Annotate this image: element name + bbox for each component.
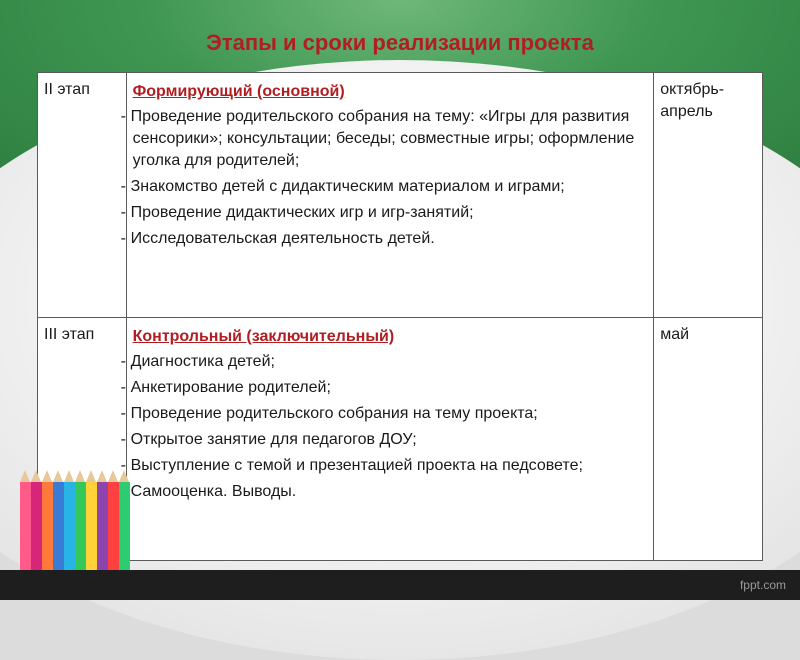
list-item: Самооценка. Выводы. [130,483,297,500]
pencil-body [64,482,75,570]
pencil-icon [53,470,64,570]
pencil-tip [31,470,41,482]
time-cell: май [654,318,763,561]
pencil-tip [86,470,96,482]
content-cell [120,73,654,318]
pencil-tip [20,470,30,482]
table-row [38,73,763,318]
pencil-icon [119,470,130,570]
page-title: Этапы и сроки реализации проекта [206,30,594,55]
list-item: - Проведение родительского собрания на тему: «Игры для развития сенсорики»; консультации; беседы; совместные игры; оформление уголка для родителей; [120,108,635,169]
list-item: - Диагностика детей; [120,353,275,370]
pencil-tip [97,470,107,482]
pencil-tip [119,470,129,482]
pencil-icon [31,470,42,570]
pencil-icon [86,470,97,570]
pencil-tip [75,470,85,482]
project-stages-table [37,72,763,561]
pencil-body [75,482,86,570]
pencil-tip [53,470,63,482]
colored-pencils-illustration [20,470,140,570]
background-dark-footer [0,570,800,600]
footer-watermark: fppt.com [739,578,786,592]
pencil-body [119,482,130,570]
pencil-tip [64,470,74,482]
table-row [38,318,763,561]
pencil-tip [42,470,52,482]
pencil-icon [20,470,31,570]
pencil-body [97,482,108,570]
stage-cell: III этап [38,318,127,561]
pencil-body [31,482,42,570]
list-item: - Проведение дидактических игр и игр-занятий; [120,204,474,221]
pencil-body [42,482,53,570]
pencil-icon [64,470,75,570]
content-cell [120,318,654,561]
list-item: - Выступление с темой и презентацией проекта на педсовете; [120,457,583,474]
list-item: - Открытое занятие для педагогов ДОУ; [120,431,417,448]
stage-heading: Контрольный (заключительный) [132,328,395,345]
pencil-icon [97,470,108,570]
list-item: - Исследовательская деятельность детей. [120,230,435,247]
list-item: - Анкетирование родителей; [120,379,331,396]
stage-heading: Формирующий (основной) [132,83,345,100]
time-cell: октябрь-апрель [654,73,763,318]
pencil-tip [108,470,118,482]
pencil-icon [42,470,53,570]
pencil-body [20,482,31,570]
pencil-icon [108,470,119,570]
pencil-body [108,482,119,570]
list-item: - Знакомство детей с дидактическим материалом и играми; [120,178,565,195]
stage-cell: II этап [38,73,127,318]
pencil-body [86,482,97,570]
list-item: - Проведение родительского собрания на тему проекта; [120,405,538,422]
pencil-icon [75,470,86,570]
pencil-body [53,482,64,570]
